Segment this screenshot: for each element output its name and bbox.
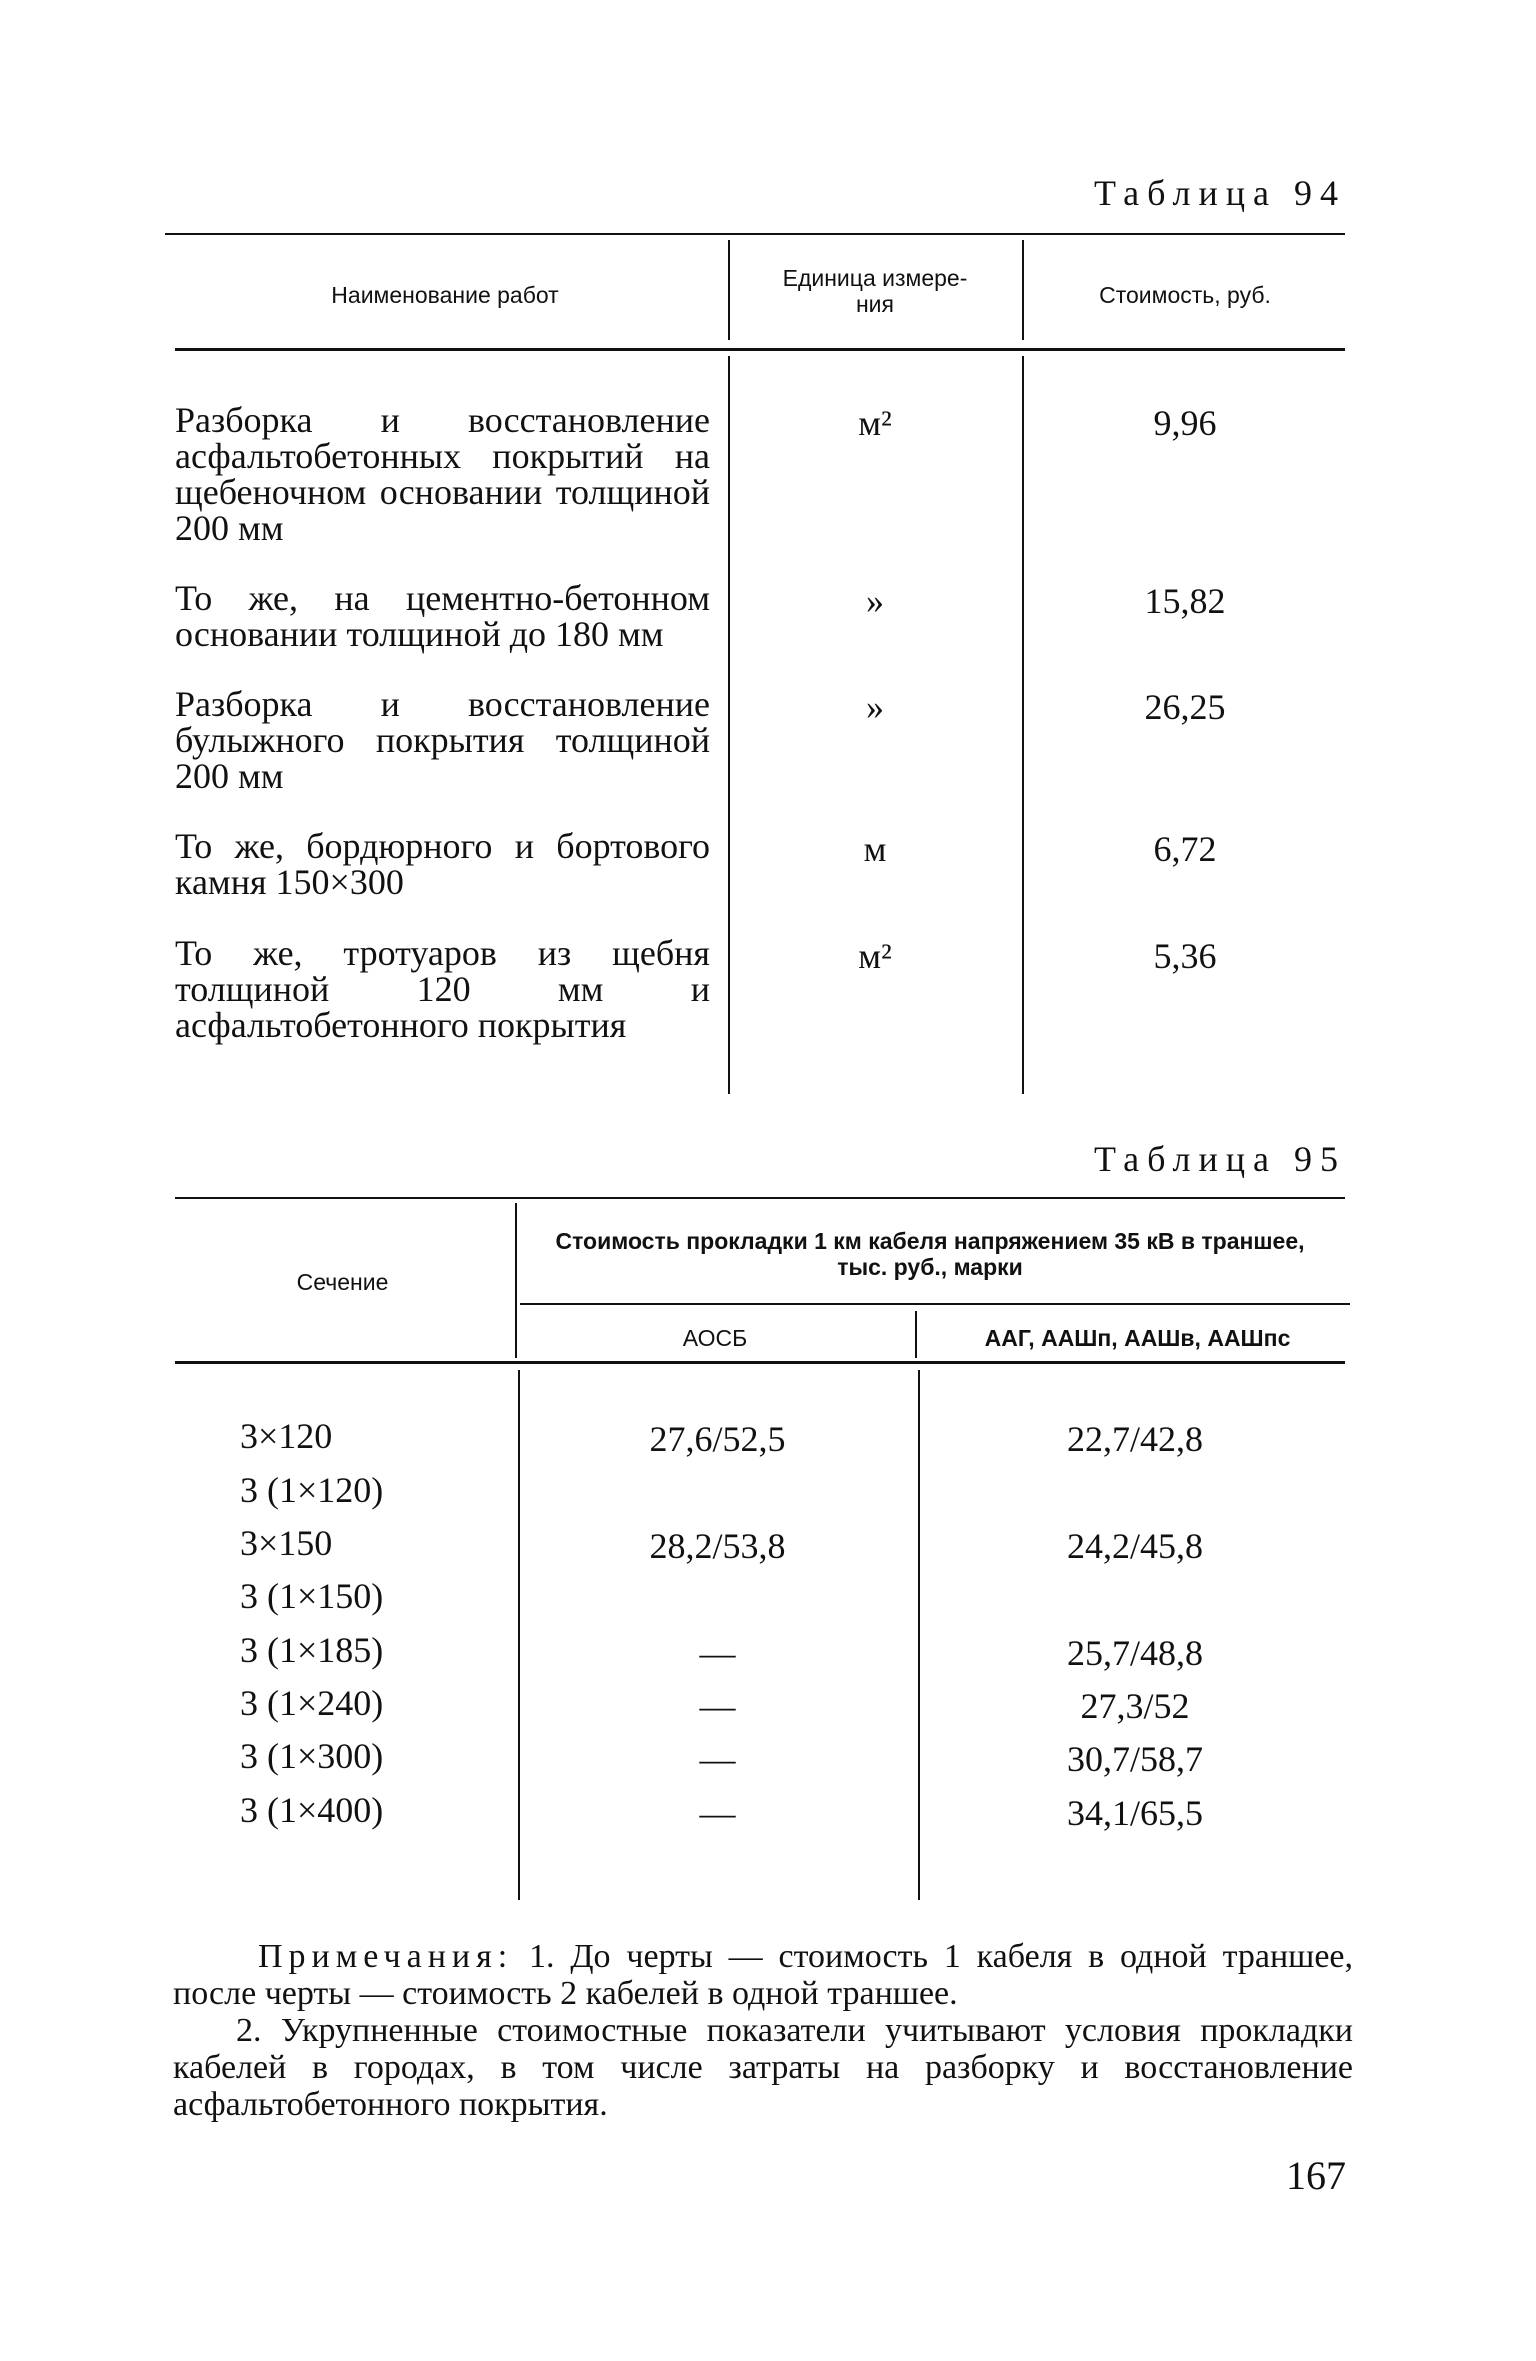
table-95-subheader-divider <box>915 1311 917 1358</box>
table-95-caption: Таблица 95 <box>1094 1139 1346 1179</box>
table-95-header-divider <box>515 1203 517 1358</box>
table-94-row-2-name: То же, на цементно-бетонном основании толщиной до 180 мм <box>175 578 710 654</box>
table-95-row-1-aosb: 27,6/52,5 <box>649 1419 786 1459</box>
note-1 <box>173 1938 1353 2012</box>
table-95-row-7-aosb: — <box>699 1739 736 1779</box>
table-94-row-2-unit: » <box>866 581 884 621</box>
table-94-row-4-cost: 6,72 <box>1153 829 1217 869</box>
table-94-row-4-unit: м <box>863 829 887 869</box>
table-94-header-divider-2 <box>1022 240 1024 340</box>
table-94-row-3-cost: 26,25 <box>1144 687 1226 727</box>
table-94-body-divider-2 <box>1022 356 1024 1094</box>
table-94-row-5-cost: 5,36 <box>1153 936 1217 976</box>
table-95-body-divider-2 <box>918 1370 920 1900</box>
table-94-header-name: Наименование работ <box>331 282 559 308</box>
table-94-row-4-name: То же, бордюрного и бортового камня 150×300 <box>175 826 710 902</box>
table-95-row-5-section: 3 (1×185) <box>240 1630 384 1670</box>
table-95-header-section: Сечение <box>296 1269 389 1295</box>
table-95-row-6-section: 3 (1×240) <box>240 1683 384 1723</box>
table-95-row-3-aosb: 28,2/53,8 <box>649 1526 786 1566</box>
table-95-row-5-aag: 25,7/48,8 <box>1066 1633 1203 1673</box>
table-95-header-aag: ААГ, ААШп, ААШв, ААШпс <box>984 1325 1291 1351</box>
table-95-header-rule <box>175 1361 1345 1364</box>
table-94-row-3-name: Разборка и восстановление булыжного покрытия толщиной 200 мм <box>175 684 710 796</box>
table-94-row-1-name: Разборка и восстановление асфальтобетонных покрытий на щебеночном основании толщиной 200 мм <box>175 400 710 548</box>
table-95-row-3-section: 3×150 <box>240 1523 333 1563</box>
table-94-header-unit: Единица измере- ния <box>782 265 968 317</box>
table-95-row-2-section: 3 (1×120) <box>240 1470 384 1510</box>
table-94-header-cost: Стоимость, руб. <box>1099 282 1271 308</box>
table-95-subheader-rule <box>520 1303 1350 1305</box>
table-95-row-5-aosb: — <box>699 1633 736 1673</box>
table-95-row-1-section: 3×120 <box>240 1416 333 1456</box>
table-94-body-divider-1 <box>728 356 730 1094</box>
notes-heading: Примечания: <box>258 1938 514 1975</box>
table-95-header-aosb: АОСБ <box>682 1325 748 1351</box>
table-95-row-8-section: 3 (1×400) <box>240 1790 384 1830</box>
note-2: 2. Укрупненные стоимостные показатели учитывают условия прокладки кабелей в городах, в том числе затраты на разборку и восстановление асфальтобетонного покрытия. <box>173 2012 1353 2123</box>
table-95-row-1-aag: 22,7/42,8 <box>1066 1419 1203 1459</box>
table-94-header-rule <box>175 348 1345 351</box>
table-94-row-3-unit: » <box>866 687 884 727</box>
table-95-row-3-aag: 24,2/45,8 <box>1066 1526 1203 1566</box>
table-95-row-6-aosb: — <box>699 1686 736 1726</box>
table-95-body-divider-1 <box>518 1370 520 1900</box>
table-94-row-5-name: То же, тротуаров из щебня толщиной 120 мм и асфальтобетонного покрытия <box>175 933 710 1045</box>
table-95-row-6-aag: 27,3/52 <box>1080 1686 1190 1726</box>
table-94-row-1-unit: м² <box>858 403 892 443</box>
table-94-caption: Таблица 94 <box>1094 173 1346 213</box>
table-95-row-7-aag: 30,7/58,7 <box>1066 1739 1203 1779</box>
table-94-top-rule <box>165 233 1345 235</box>
table-95-row-4-section: 3 (1×150) <box>240 1576 384 1616</box>
table-94-row-2-cost: 15,82 <box>1144 581 1226 621</box>
table-95-row-8-aosb: — <box>699 1793 736 1833</box>
note-1-text: 1. До черты — стоимость 1 кабеля в одной траншее, после черты — стоимость 2 кабелей в одной траншее. <box>173 1938 1354 2012</box>
table-94-row-5-unit: м² <box>858 936 892 976</box>
table-94-header-divider-1 <box>728 240 730 340</box>
table-95-row-7-section: 3 (1×300) <box>240 1736 384 1776</box>
table-94-row-1-cost: 9,96 <box>1153 403 1217 443</box>
table-95-header-cost: Стоимость прокладки 1 км кабеля напряжением 35 кВ в траншее, тыс. руб., марки <box>555 1228 1305 1280</box>
table-95-row-8-aag: 34,1/65,5 <box>1066 1793 1203 1833</box>
table-95-top-rule <box>175 1197 1345 1199</box>
page-number: 167 <box>1286 2153 1346 2198</box>
